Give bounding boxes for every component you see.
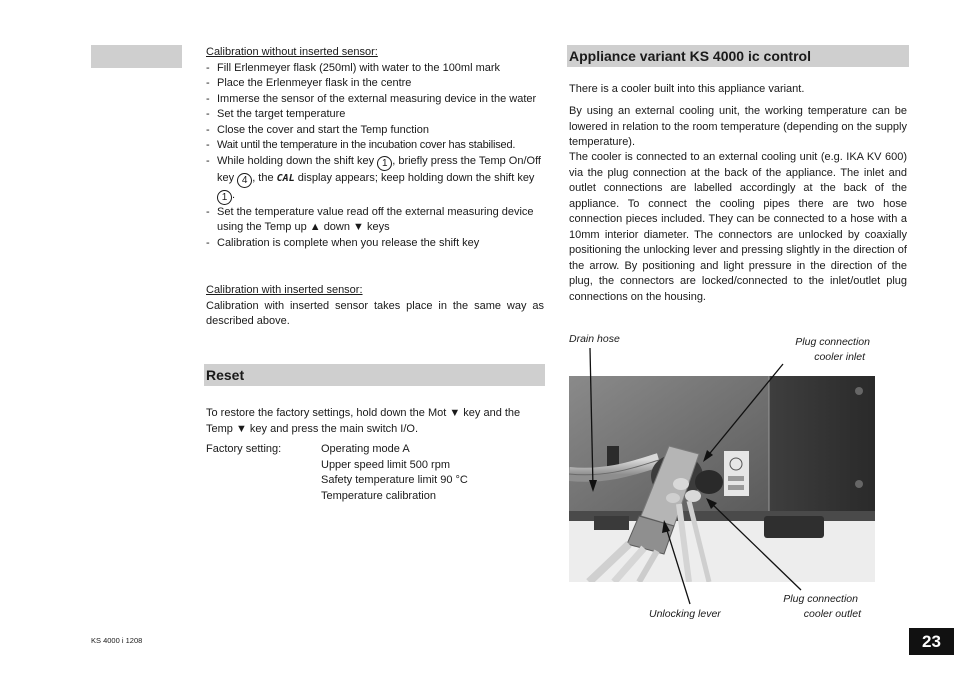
cal-display-icon: CAL [276,172,295,184]
step-4: - Set the target temperature [206,107,544,123]
step-set-temp: - Set the temperature value read off the external measuring device using the Temp up ▲ down ▼ keys [206,205,544,236]
caption-drain-hose: Drain hose [569,333,620,345]
key-4-icon: 4 [237,173,252,188]
connection-paragraph: The cooler is connected to an external cooling unit (e.g. IKA KV 600) via the plug connection at the back of the appliance. The inlet and outlet connections are labelled accordingly at the back of the appliance. To connect the cooling pipes there are two hose connection pieces included. They can be connected to a hose with a 10mm interior diameter. The connectors are unlocked by coaxially positioning the unlocking lever and pressing slightly in the direction of the arrow. By positioning and light pressure in the direction of the plug, the connectors are locked/connected to the inlet/outlet plug connections on the housing. [569,151,907,303]
appliance-variant-heading: Appliance variant KS 4000 ic control [567,45,909,67]
calibration-with-text: Calibration with inserted sensor takes place in the same way as described above. [206,299,544,327]
reset-text: To restore the factory settings, hold down the Mot ▼ key and the Temp ▼ key and press the main switch I/O. [206,407,521,435]
step-5: - Close the cover and start the Temp function [206,123,544,139]
step-3: - Immerse the sensor of the external measuring device in the water [206,92,544,108]
reset-heading: Reset [204,364,545,386]
key-1-icon: 1 [217,190,232,205]
calibration-steps [206,61,544,252]
caption-plug-inlet-2: cooler inlet [814,351,865,363]
factory-setting-values [321,442,541,504]
calibration-without-title: Calibration without inserted sensor: [206,46,378,58]
step-6: - Wait until the temperature in the incubation cover has stabilised. [206,138,544,154]
key-1-icon: 1 [377,156,392,171]
factory-setting-label: Factory setting: [206,443,282,455]
caption-plug-inlet-1: Plug connection [795,336,870,348]
cooler-intro: There is a cooler built into this appliance variant. [569,83,805,95]
step-final: - Calibration is complete when you release the shift key [206,236,544,252]
caption-plug-outlet-2: cooler outlet [803,608,861,620]
calibration-without-section [206,45,544,251]
margin-bar [91,45,182,68]
factory-value: Operating mode A [321,443,410,455]
step-1: - Fill Erlenmeyer flask (250ml) with water to the 100ml mark [206,61,544,77]
appliance-back-photo [569,376,875,582]
factory-value: Safety temperature limit 90 °C [321,474,468,486]
factory-value: Upper speed limit 500 rpm [321,458,451,471]
page-number: 23 [909,628,954,655]
caption-plug-outlet-1: Plug connection [783,593,858,605]
doc-code: KS 4000 i 1208 [91,636,143,645]
calibration-with-section [206,283,544,330]
caption-unlocking-lever: Unlocking lever [649,608,721,620]
cooling-paragraph: By using an external cooling unit, the working temperature can be lowered in relation to the room temperature (depending on the supply temperature). [569,105,907,148]
factory-value: Temperature calibration [321,489,436,502]
step-shift: - While holding down the shift key 1 , briefly press the Temp On/Off key 4 , the CAL display appears; keep holding down the shift key 1 . [206,154,544,205]
step-2: - Place the Erlenmeyer flask in the centre [206,76,544,92]
calibration-with-title: Calibration with inserted sensor: [206,284,363,296]
